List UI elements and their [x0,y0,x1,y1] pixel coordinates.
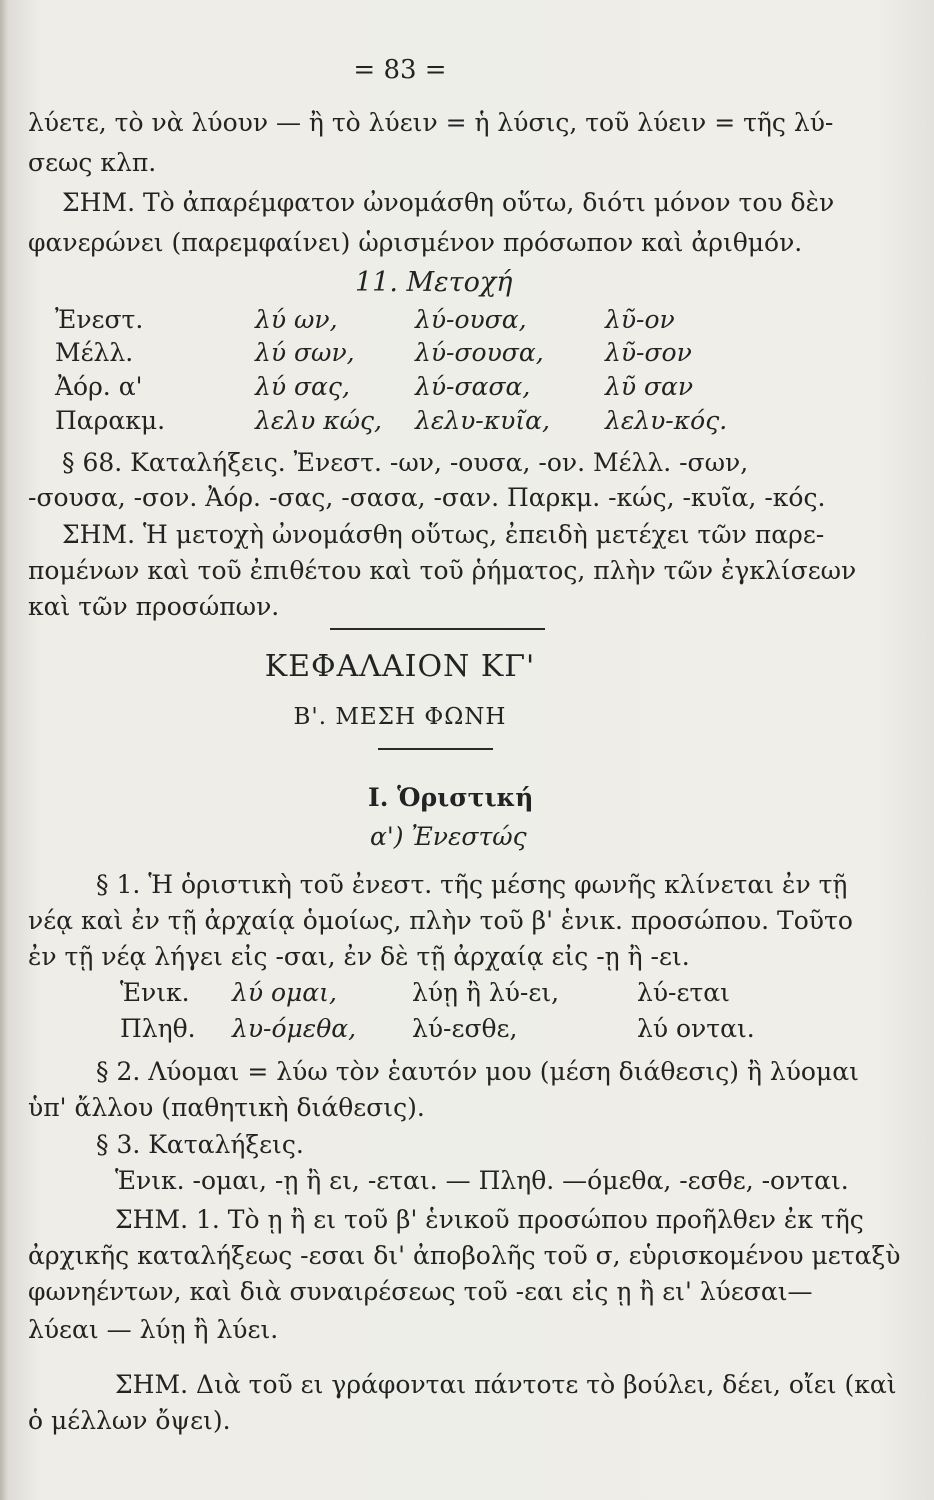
section-divider [330,628,545,630]
note2-line3: καὶ τῶν προσώπων. [28,592,280,621]
para1-line1: λύετε, τὸ νὰ λύουν — ἢ τὸ λύειν = ἡ λύσις, τοῦ λύειν = τῆς λύ- [28,108,834,137]
para68-line2: -σουσα, -σον. Ἀόρ. -σας, -σασα, -σαν. Παρκμ. -κώς, -κυῖα, -κός. [28,483,826,512]
participle-neut: λῦ-σον [605,338,692,367]
conjugation-person-1: λυ-όμεθα, [232,1014,357,1043]
participle-tense: Μέλλ. [55,338,134,367]
para2-line2: ὑπ' ἄλλου (παθητικὴ διάθεσις). [28,1093,425,1122]
chapter-title: ΚΕΦΑΛΑΙΟΝ ΚΓ' [264,649,536,684]
participle-tense: Παρακμ. [55,406,166,435]
conjugation-person-3: λύ-εται [637,978,730,1007]
participle-masc: λύ σων, [255,338,355,367]
conjugation-person-2: λύ-εσθε, [412,1014,518,1043]
para3-line2: Ἑνικ. -ομαι, -ῃ ἢ ει, -εται. — Πληθ. —όμεθα, -εσθε, -ονται. [115,1166,849,1195]
note2-line2: πομένων καὶ τοῦ ἐπιθέτου καὶ τοῦ ῥήματος, πλὴν τῶν ἐγκλίσεων [28,556,857,585]
participle-neut: λῦ σαν [605,372,694,401]
para1-mid-line2: νέᾳ καὶ ἐν τῇ ἀρχαίᾳ ὁμοίως, πλὴν τοῦ β' ἑνικ. προσώπου. Τοῦτο [28,906,853,935]
conjugation-person-1: λύ ομαι, [232,978,337,1007]
conjugation-person-2: λύῃ ἢ λύ-ει, [412,978,560,1007]
conjugation-number-label: Πληθ. [120,1014,196,1043]
participle-tense: Ἐνεστ. [55,305,144,334]
participle-neut: λελυ-κός. [605,406,728,435]
note1-line2: φανερώνει (παρεμφαίνει) ὡρισμένον πρόσωπον καὶ ἀριθμόν. [28,228,803,257]
participle-fem: λύ-ουσα, [415,305,527,334]
participle-masc: λύ ων, [255,305,338,334]
note3-line2: ἀρχικῆς καταλήξεως -εσαι δι' ἀποβολῆς τοῦ σ, εὑρισκομένου μεταξὺ [28,1241,901,1270]
participle-fem: λύ-σουσα, [415,338,544,367]
note3-line1: ΣΗΜ. 1. Τὸ ῃ ἢ ει τοῦ β' ἑνικοῦ προσώπου προῆλθεν ἐκ τῆς [115,1205,864,1234]
conjugation-person-3: λύ ονται. [637,1014,755,1043]
note3-line4: λύεαι — λύῃ ἢ λύει. [28,1315,279,1344]
participle-masc: λελυ κώς, [255,406,382,435]
chapter-divider [378,748,493,750]
section-participle-heading: 11. Μετοχή [355,267,513,298]
participle-fem: λύ-σασα, [415,372,531,401]
para1-line2: σεως κλπ. [28,148,157,177]
note1-line1: ΣΗΜ. Τὸ ἀπαρέμφατον ὠνομάσθη οὕτω, διότι μόνον του δὲν [62,188,835,217]
participle-masc: λύ σας, [255,372,350,401]
para1-mid-line3: ἐν τῇ νέᾳ λήγει εἰς -σαι, ἐν δὲ τῇ ἀρχαίᾳ εἰς -ῃ ἢ -ει. [28,942,690,971]
section-indicative-heading: I. Ὁριστική [368,783,534,812]
note2-line1: ΣΗΜ. Ἡ μετοχὴ ὠνομάσθη οὕτως, ἐπειδὴ μετέχει τῶν παρε- [62,520,825,549]
note3-line3: φωνηέντων, καὶ διὰ συναιρέσεως τοῦ -εαι εἰς ῃ ἢ ει' λύεσαι— [28,1277,813,1306]
participle-fem: λελυ-κυῖα, [415,406,550,435]
para1-mid-line1: § 1. Ἡ ὁριστικὴ τοῦ ἐνεστ. τῆς μέσης φωνῆς κλίνεται ἐν τῇ [96,870,848,899]
participle-tense: Ἀόρ. α' [55,372,143,401]
para3-line1: § 3. Καταλήξεις. [96,1130,304,1159]
binding-edge [0,0,8,1500]
subsection-present-heading: α') Ἐνεστώς [370,822,527,851]
para2-line1: § 2. Λύομαι = λύω τὸν ἑαυτόν μου (μέση διάθεσις) ἢ λύομαι [96,1057,859,1086]
note4-line1: ΣΗΜ. Διὰ τοῦ ει γράφονται πάντοτε τὸ βούλει, δέει, οἴει (καὶ [115,1370,897,1399]
conjugation-number-label: Ἑνικ. [120,978,190,1007]
note4-line2: ὁ μέλλων ὄψει). [28,1406,231,1435]
para68-line1: § 68. Καταλήξεις. Ἐνεστ. -ων, -ουσα, -ον. Μέλλ. -σων, [62,448,749,477]
participle-neut: λῦ-ον [605,305,675,334]
chapter-subtitle: Β'. ΜΕΣΗ ΦΩΝΗ [293,704,507,730]
page-number: = 83 = [353,55,447,85]
